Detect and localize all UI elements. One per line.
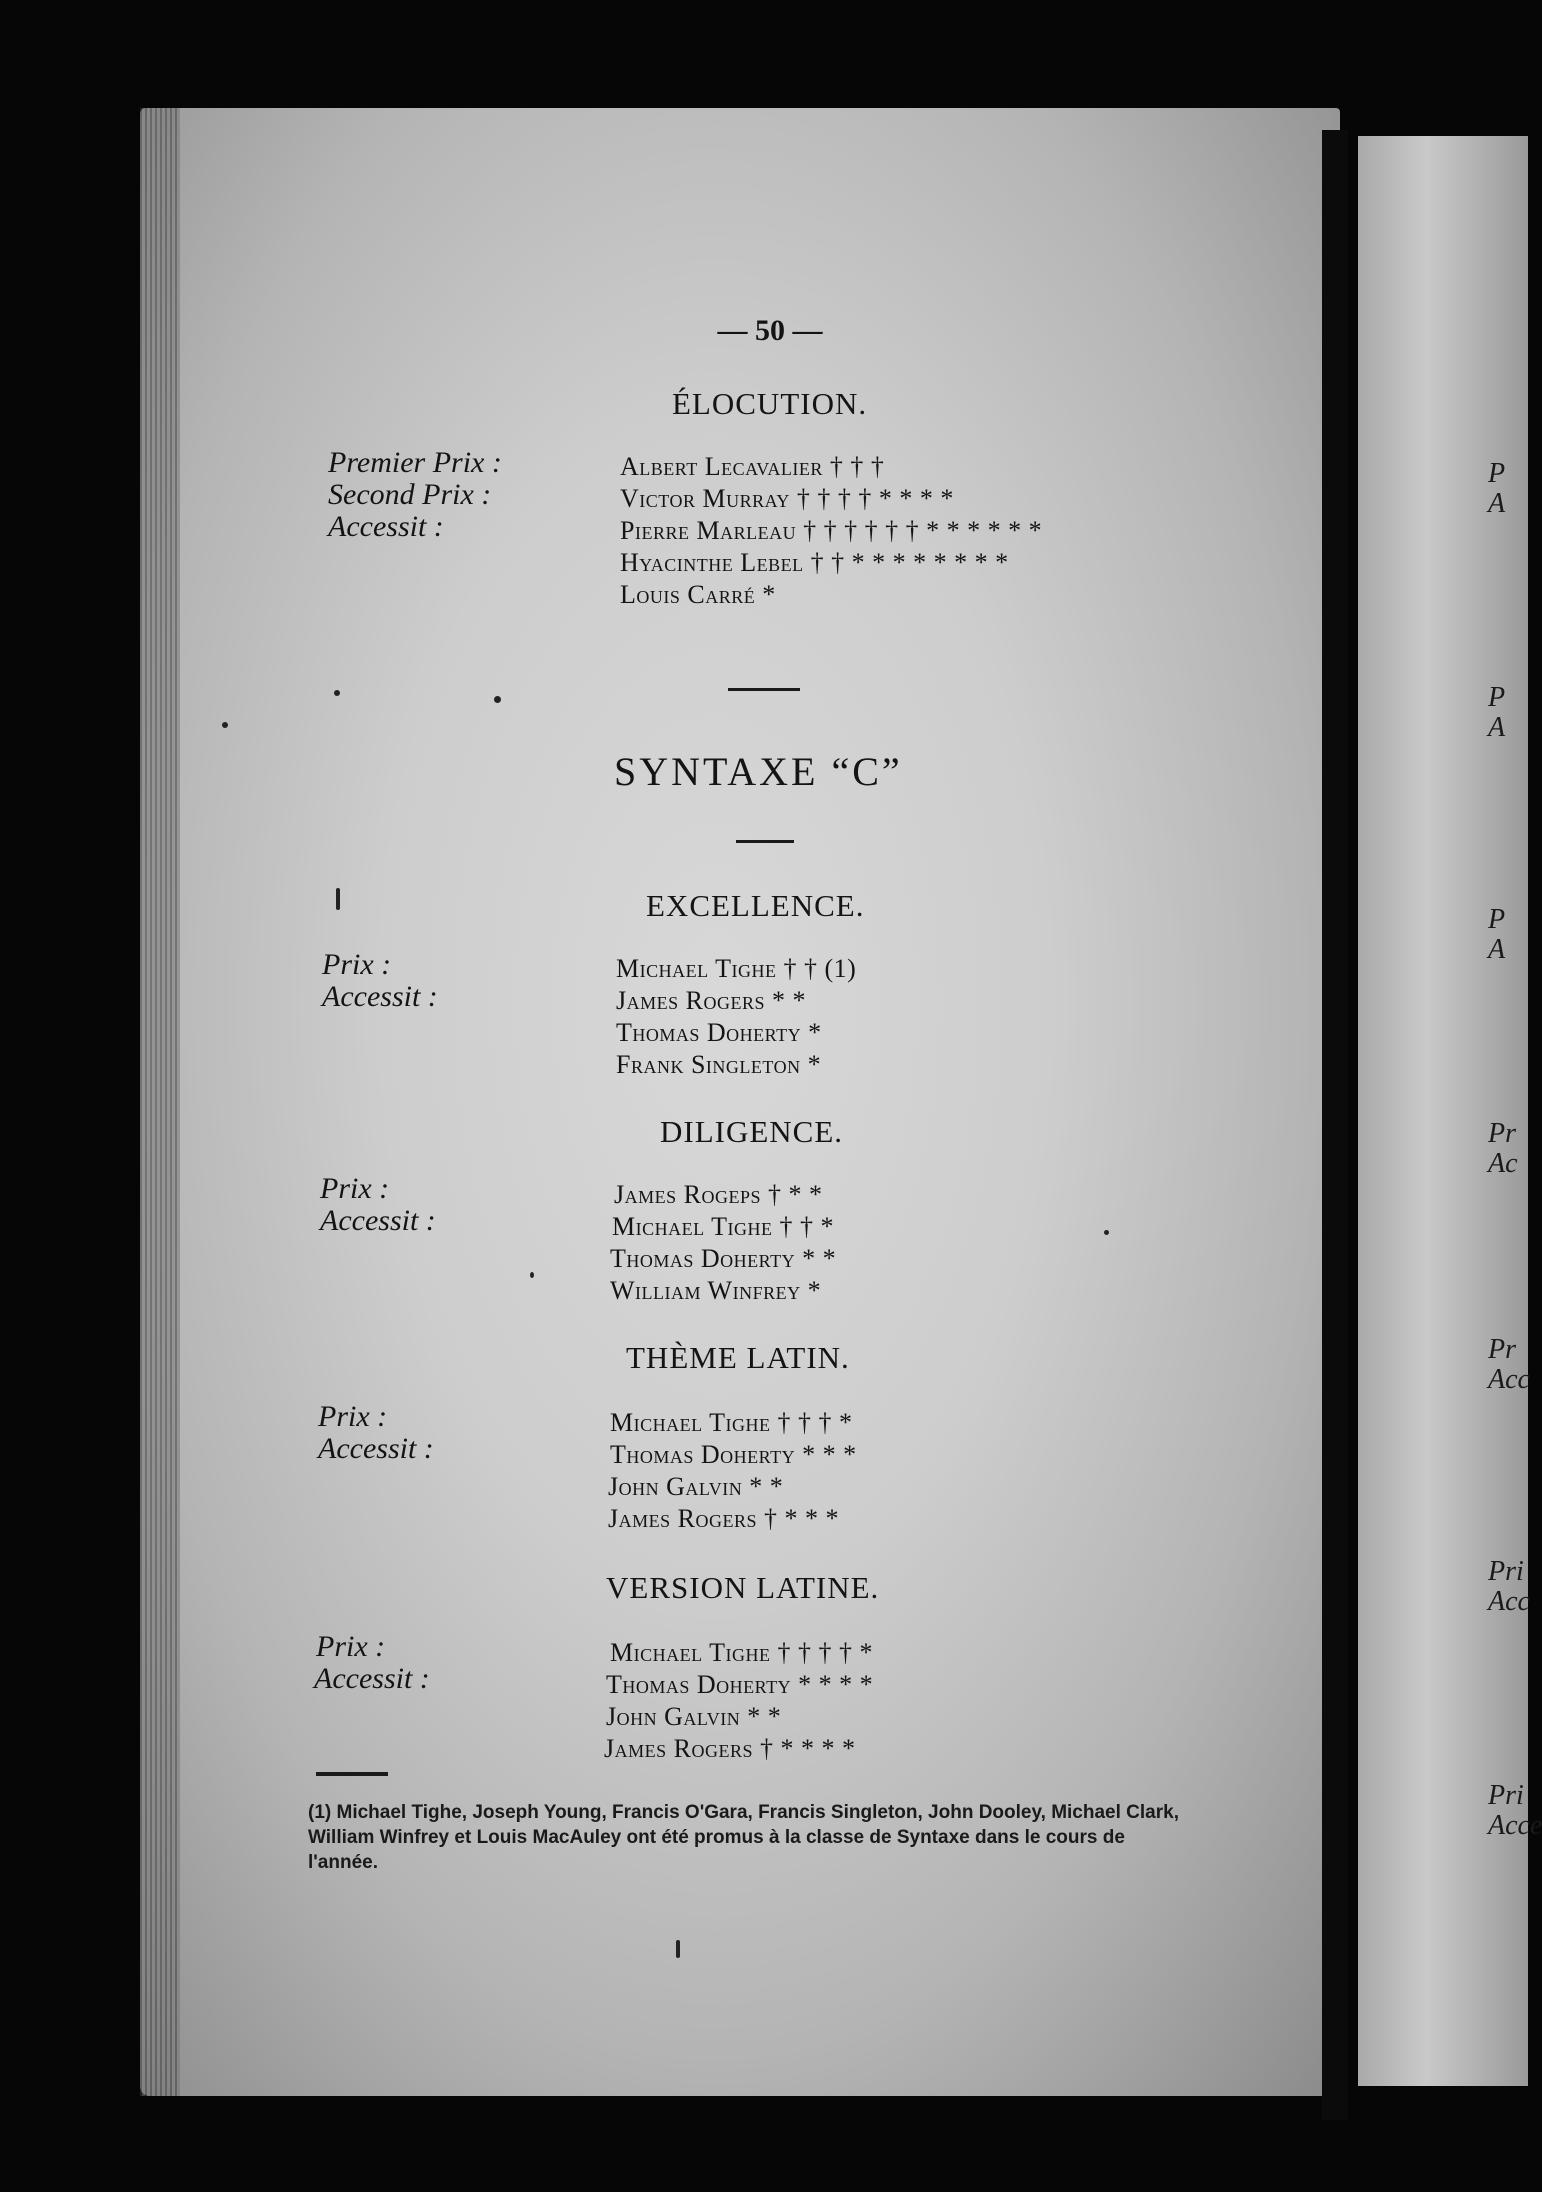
student-entry: John Galvin * * bbox=[608, 1472, 784, 1501]
student-entry: Thomas Doherty * * * bbox=[610, 1440, 857, 1469]
student-entry: Albert Lecavalier † † † bbox=[620, 452, 885, 481]
book-gutter bbox=[1322, 130, 1348, 2120]
section-title-theme-latin: THÈME LATIN. bbox=[626, 1340, 850, 1375]
scan-speck bbox=[530, 1272, 534, 1278]
award-label-first-prize: Premier Prix : bbox=[328, 446, 502, 479]
next-page-fragment: Ac bbox=[1488, 1148, 1518, 1179]
award-label-prize: Prix : bbox=[320, 1172, 390, 1205]
student-entry: James Rogers † * * * bbox=[608, 1504, 839, 1533]
section-title-elocution: ÉLOCUTION. bbox=[672, 386, 868, 421]
student-entry: James Rogers * * bbox=[616, 986, 806, 1015]
student-entry: Michael Tighe † † (1) bbox=[616, 954, 857, 983]
scan-speck bbox=[676, 1940, 680, 1958]
award-label-accessit: Accessit : bbox=[318, 1432, 434, 1465]
section-title-excellence: EXCELLENCE. bbox=[646, 888, 865, 923]
footnote-rule bbox=[316, 1772, 388, 1776]
scan-speck bbox=[334, 690, 340, 696]
next-page-fragment: A bbox=[1488, 934, 1506, 965]
student-entry: Thomas Doherty * * * * bbox=[606, 1670, 874, 1699]
student-entry: Michael Tighe † † † † * bbox=[610, 1638, 874, 1667]
next-page-fragment: A bbox=[1488, 712, 1506, 743]
class-title: SYNTAXE “C” bbox=[614, 749, 903, 794]
next-page-fragment: Pri bbox=[1488, 1780, 1524, 1811]
award-label-accessit: Accessit : bbox=[328, 510, 444, 543]
award-label-accessit: Accessit : bbox=[320, 1204, 436, 1237]
student-entry: Hyacinthe Lebel † † * * * * * * * * bbox=[620, 548, 1009, 577]
award-label-second-prize: Second Prix : bbox=[328, 478, 492, 511]
student-entry: John Galvin * * bbox=[606, 1702, 782, 1731]
next-page-fragment: P bbox=[1488, 458, 1506, 489]
footnote: (1) Michael Tighe, Joseph Young, Francis O'Gara, Francis Singleton, John Dooley, Michael Clark, William Winfrey et Louis MacAuley ont été promus à la classe de Syntaxe dans le cours de l'année. bbox=[308, 1802, 1179, 1873]
section-divider bbox=[728, 688, 800, 691]
award-label-accessit: Accessit : bbox=[314, 1662, 430, 1695]
page-number: — 50 — bbox=[717, 314, 823, 347]
award-label-prize: Prix : bbox=[316, 1630, 386, 1663]
section-divider bbox=[736, 840, 794, 843]
next-page-fragment: Acce bbox=[1488, 1810, 1542, 1841]
student-entry: Frank Singleton * bbox=[616, 1050, 822, 1079]
next-page-fragment: Pr bbox=[1488, 1334, 1516, 1365]
scan-speck bbox=[1104, 1230, 1109, 1235]
next-page-fragment: Pri bbox=[1488, 1556, 1524, 1587]
student-entry: Thomas Doherty * * bbox=[610, 1244, 837, 1273]
student-entry: Michael Tighe † † * bbox=[612, 1212, 835, 1241]
award-label-prize: Prix : bbox=[322, 948, 392, 981]
student-entry: Victor Murray † † † † * * * * bbox=[620, 484, 954, 513]
scan-speck bbox=[336, 888, 340, 910]
award-label-accessit: Accessit : bbox=[322, 980, 438, 1013]
section-title-diligence: DILIGENCE. bbox=[660, 1114, 844, 1149]
next-page-fragment: Acc bbox=[1488, 1364, 1530, 1395]
student-entry: Louis Carré * bbox=[620, 580, 776, 609]
student-entry: Pierre Marleau † † † † † † * * * * * * bbox=[620, 516, 1043, 545]
next-page-fragment: Acc bbox=[1488, 1586, 1530, 1617]
next-page-fragment: P bbox=[1488, 682, 1506, 713]
award-label-prize: Prix : bbox=[318, 1400, 388, 1433]
scan-speck bbox=[222, 722, 228, 728]
student-entry: Michael Tighe † † † * bbox=[610, 1408, 853, 1437]
scan-speck bbox=[494, 696, 501, 703]
student-entry: Thomas Doherty * bbox=[616, 1018, 822, 1047]
student-entry: William Winfrey * bbox=[610, 1276, 822, 1305]
next-page-fragment: P bbox=[1488, 904, 1506, 935]
next-page-fragment: Pr bbox=[1488, 1118, 1516, 1149]
section-title-version-latine: VERSION LATINE. bbox=[606, 1570, 880, 1605]
student-entry: James Rogers † * * * * bbox=[604, 1734, 856, 1763]
next-page-fragment: A bbox=[1488, 488, 1506, 519]
student-entry: James Rogeps † * * bbox=[614, 1180, 823, 1209]
